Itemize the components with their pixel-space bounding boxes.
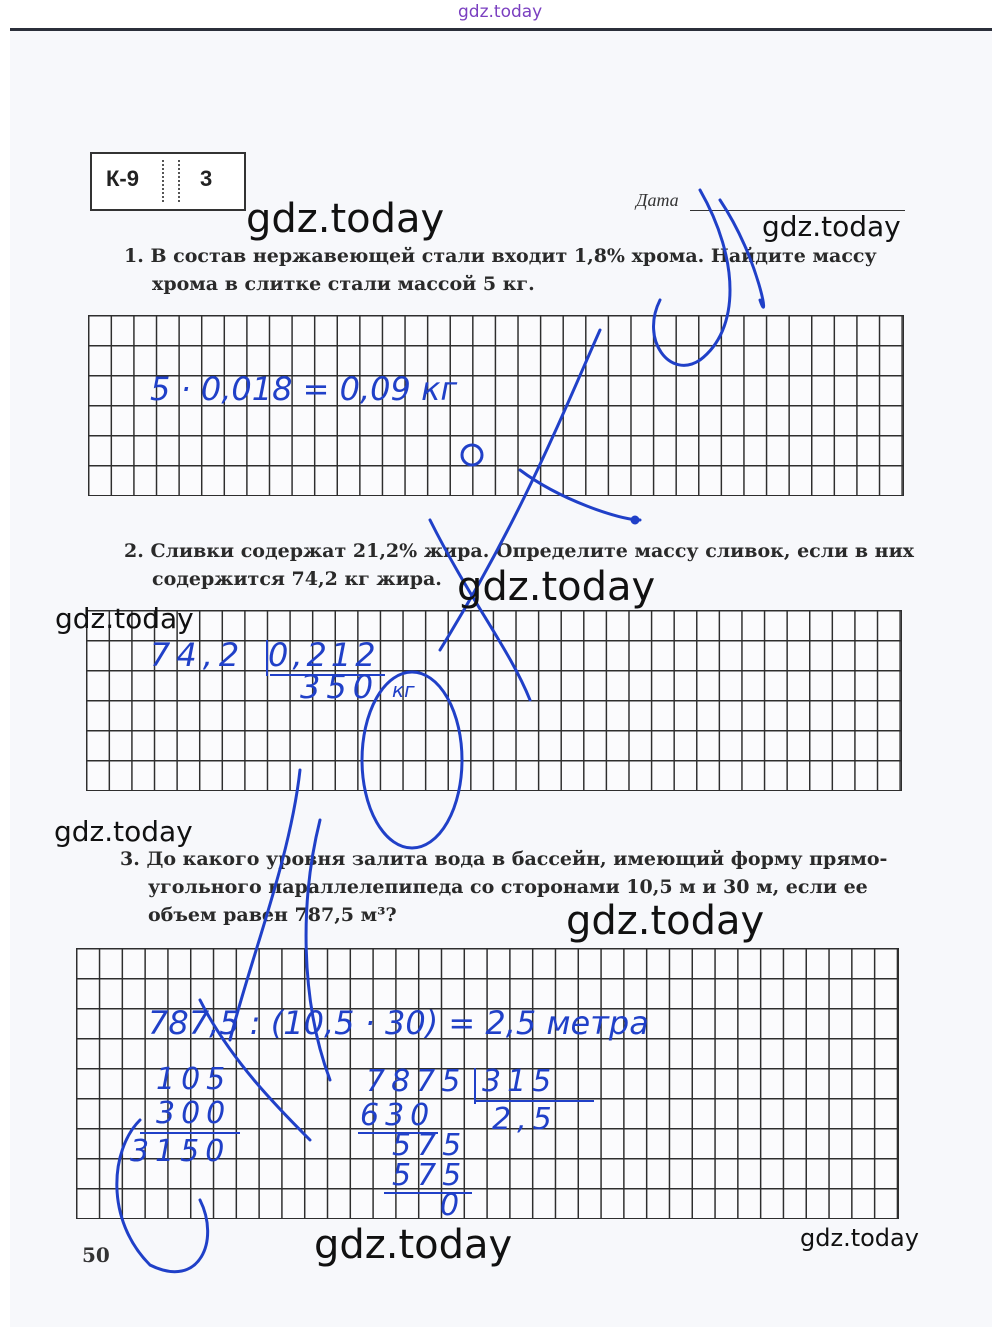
- task-3-div-rem-1: 575: [392, 1128, 468, 1163]
- watermark: gdz.today: [55, 602, 194, 635]
- task-1-line-1: В состав нержавеющей стали входит 1,8% хрома. Найдите массу: [150, 245, 877, 267]
- task-3-number: 3.: [120, 848, 140, 870]
- task-3-div-quotient: 2,5: [492, 1102, 558, 1137]
- task-2-number: 2.: [124, 540, 144, 562]
- task-2-line-1: Сливки содержат 21,2% жира. Определите массу сливок, если в них: [150, 540, 914, 562]
- long-division-stem: [474, 1068, 476, 1104]
- task-2-unit: кг: [392, 678, 415, 702]
- variant-badge: [90, 152, 246, 211]
- watermark: gdz.today: [246, 196, 445, 242]
- watermark: gdz.today: [566, 898, 765, 944]
- task-2-quotient: 350: [300, 668, 380, 706]
- task-1: [124, 242, 914, 298]
- binding-icon: [162, 160, 180, 202]
- watermark: gdz.today: [762, 210, 901, 243]
- task-3: [120, 845, 920, 929]
- variant-number: 3: [200, 166, 213, 191]
- task-3-mult-result: 3150: [130, 1134, 231, 1169]
- task-3-div-dividend: 7875: [366, 1064, 467, 1099]
- watermark: gdz.today: [54, 815, 193, 848]
- task-1-number: 1.: [124, 245, 144, 267]
- task-3-line-3: объем равен 787,5 м³?: [148, 904, 397, 926]
- task-3-line-1: До какого уровня залита вода в бассейн, имеющий форму прямо-: [146, 848, 888, 870]
- task-1-solution: 5 · 0,018 = 0,09 кг: [150, 370, 458, 408]
- task-3-div-sub-1: 630: [360, 1098, 436, 1133]
- task-3-mult-b: 300: [156, 1096, 232, 1131]
- watermark: gdz.today: [314, 1222, 513, 1268]
- variant-code: К-9: [106, 166, 139, 191]
- date-label: Дата: [636, 190, 679, 210]
- task-3-div-divisor: 315: [482, 1064, 558, 1099]
- watermark: gdz.today: [457, 564, 656, 610]
- task-3-equation: 787,5 : (10,5 · 30) = 2,5 метра: [148, 1004, 649, 1042]
- watermark: gdz.today: [800, 1224, 919, 1252]
- task-3-mult-a: 105: [156, 1062, 232, 1097]
- task-2-divisor: 0,212: [268, 636, 380, 674]
- task-3-line-2: угольного параллелепипеда со сторонами 10,5 м и 30 м, если ее: [148, 876, 868, 898]
- division-stem: [266, 640, 268, 676]
- page-number: 50: [82, 1243, 110, 1267]
- task-1-line-2: хрома в слитке стали массой 5 кг.: [152, 273, 535, 295]
- watermark-top: gdz.today: [458, 2, 543, 22]
- task-2-dividend: 74,2: [150, 636, 246, 674]
- task-2-line-2: содержится 74,2 кг жира.: [152, 568, 442, 590]
- task-3-div-sub-2: 575: [392, 1158, 468, 1193]
- task-3-div-final: 0: [440, 1188, 460, 1223]
